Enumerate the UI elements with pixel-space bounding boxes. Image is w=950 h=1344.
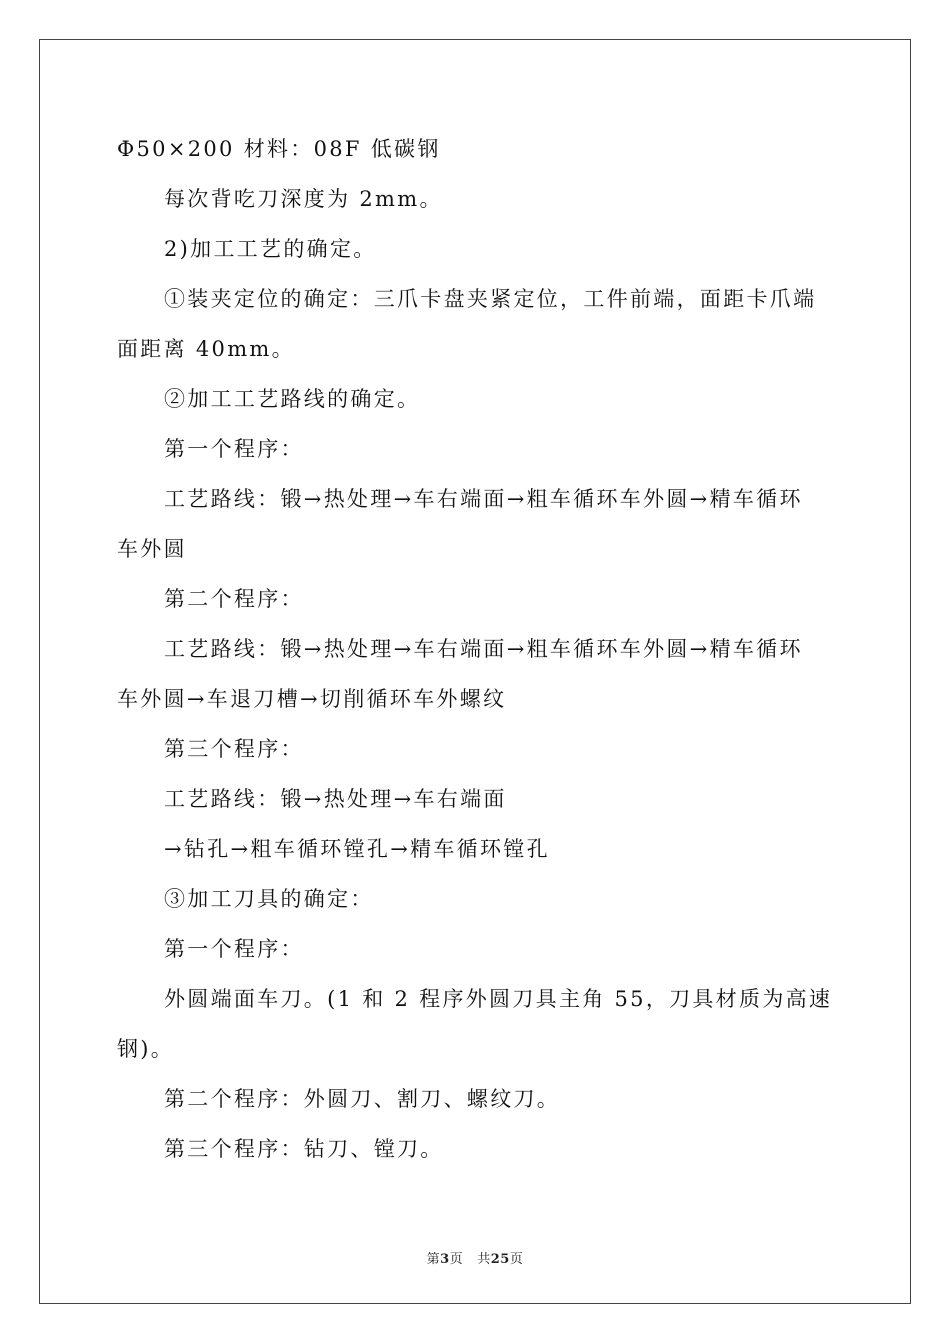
total-pages: 25 — [490, 1252, 510, 1267]
text-line: 工艺路线：锻→热处理→车右端面→粗车循环车外圆→精车循环 — [164, 637, 803, 661]
text-line: 每次背吃刀深度为 2mm。 — [164, 187, 443, 211]
text-line: 第二个程序： — [164, 587, 304, 611]
document-body — [117, 124, 837, 1174]
text-line: 第一个程序： — [164, 937, 304, 961]
text-line: ①装夹定位的确定：三爪卡盘夹紧定位，工件前端，面距卡爪端 — [164, 287, 817, 311]
text-line: 第三个程序： — [164, 737, 304, 761]
text-line: 车外圆 — [117, 537, 187, 561]
text-line: 第二个程序：外圆刀、割刀、螺纹刀。 — [164, 1087, 561, 1111]
text-line: 工艺路线：锻→热处理→车右端面 — [164, 787, 507, 811]
text-line: 钢)。 — [117, 1037, 175, 1061]
page-suffix: 页 — [449, 1252, 464, 1267]
page-footer — [0, 1248, 950, 1267]
text-line: 第一个程序： — [164, 437, 304, 461]
section-heading: 2)加工工艺的确定。 — [164, 237, 377, 261]
text-line: 外圆端面车刀。(1 和 2 程序外圆刀具主角 55，刀具材质为高速 — [164, 987, 833, 1011]
page-number: 3 — [440, 1252, 450, 1267]
text-line: Φ50×200 材料：08F 低碳钢 — [117, 137, 441, 161]
text-line: 面距离 40mm。 — [117, 337, 295, 361]
text-line: 车外圆→车退刀槽→切削循环车外螺纹 — [117, 687, 507, 711]
total-prefix: 共 — [477, 1252, 491, 1267]
page-prefix: 第 — [426, 1252, 441, 1267]
text-line: 工艺路线：锻→热处理→车右端面→粗车循环车外圆→精车循环 — [164, 487, 803, 511]
text-line: ③加工刀具的确定： — [164, 887, 374, 911]
text-line: 第三个程序：钻刀、镗刀。 — [164, 1137, 444, 1161]
text-line: ②加工工艺路线的确定。 — [164, 387, 421, 411]
total-suffix: 页 — [509, 1252, 524, 1267]
text-line: →钻孔→粗车循环镗孔→精车循环镗孔 — [164, 837, 550, 861]
